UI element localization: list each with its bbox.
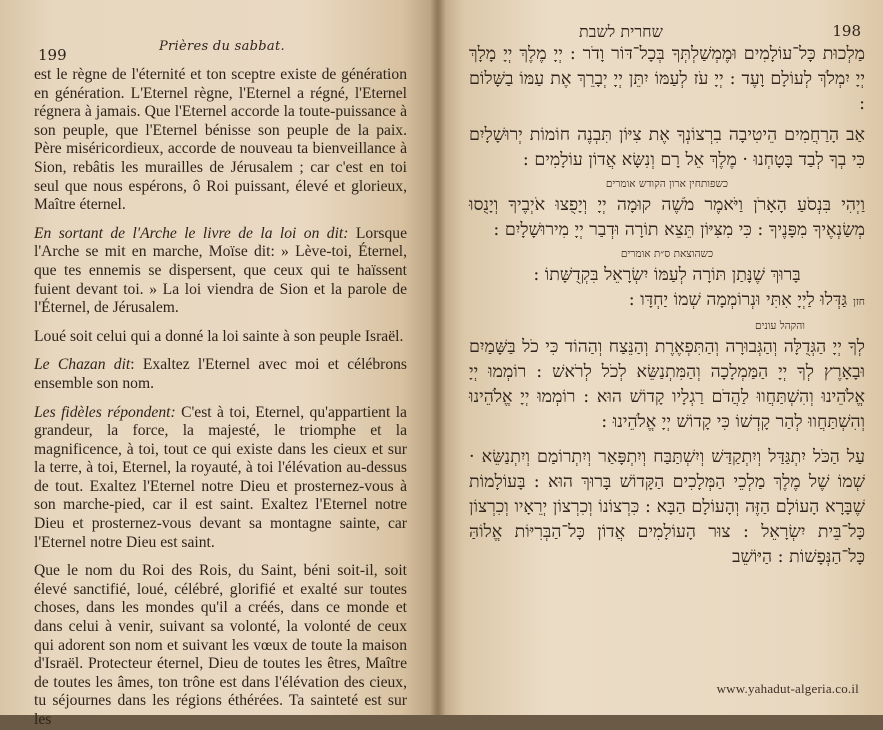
response-text: C'est à toi, Eternel, qu'appartient la grandeur, la force, la majesté, le triomphe et la magnificence, à toi, tout ce qui existe dans les cieux et sur la terre, à toi, Eternel, la royauté, à toi l'élévation au-dessus de tout. Exaltez l'Eternel notre Dieu et prosternez-vous à son marche-pied, car il est saint. Exaltez l'Eternel notre Dieu et prosternez-vous devant sa montagne sainte, car l'Eternel notre Dieu est saint.	[34, 403, 407, 551]
ark-text: Lorsque l'Arche se mit en marche, Moïse dit: » Lève-toi, Éternel, que tes ennemis se dispersent, que ceux qui te haïssent fuient devant toi. » La loi viendra de Sion et la parole de l'Éternel, de Jérusalem.	[34, 224, 407, 317]
left-page-number: 199	[38, 46, 67, 64]
left-page-french	[0, 0, 437, 728]
right-running-head: שחרית לשבת	[579, 22, 663, 41]
right-page-number: 198	[832, 22, 861, 40]
rubric-chazan-hebrew: חזן	[853, 296, 865, 308]
hebrew-malchut: מַלְכוּת כָּל־עוֹלָמִים וּמֶמְשַׁלְתְּךָ בְּכָל־דּוֹר וָדֹר : יְיָ מֶלֶךְ יְיָ מָלָךְ יְיָ יִמְלֹךְ לְעוֹלָם וָעֶד : יְיָ עֹז לְעַמּוֹ יִתֵּן יְיָ יְבָרֵךְ אֶת עַמּוֹ בַשָּׁלוֹם :	[469, 44, 865, 114]
hebrew-gadlu: גַּדְּלוּ לַיְיָ אִתִּי וּנְרוֹמְמָה שְׁמוֹ יַחְדָּו :	[628, 290, 848, 310]
hebrew-gadlu-line	[469, 288, 865, 315]
right-page-hebrew	[437, 0, 883, 715]
chazan-text: : Exaltez l'Eternel avec moi et célébrons ensemble son nom.	[34, 356, 407, 392]
left-page-header	[34, 36, 407, 64]
paragraph-blessed: Loué soit celui qui a donné la loi sainte à son peuple Israël.	[34, 327, 404, 345]
right-page-header	[469, 20, 865, 42]
rubric-chazan: Le Chazan dit	[34, 356, 131, 374]
book-gutter	[430, 0, 446, 715]
left-running-head: Prières du sabbat.	[159, 39, 285, 54]
rubric-open-ark: כשפותחין ארון הקודש אומרים	[605, 178, 729, 190]
hebrew-lecha-hashem: לְךָ יְיָ הַגְּדֻלָּה וְהַגְּבוּרָה וְהַתִּפְאֶרֶת וְהַנֵּצַח וְהַהוֹד כִּי כֹל בַּשָּׁמַיִם וּבָאָרֶץ לְךָ יְיָ הַמַּמְלָכָה וְהַמִּתְנַשֵּׂא לְכֹל לְרֹאשׁ : רוֹמְמוּ יְיָ אֱלֹהֵינוּ וְהִשְׁתַּחֲווּ לַהֲדֹם רַגְלָיו קָדוֹשׁ הוּא : רוֹמְמוּ יְיָ אֱלֹהֵינוּ וְהִשְׁתַּחֲווּ לְהַר קָדְשׁוֹ כִּי קָדוֹשׁ יְיָ אֱלֹהֵינוּ :	[469, 337, 865, 432]
rubric-congregation: והקהל עונים	[755, 320, 805, 332]
rubric-ark: En sortant de l'Arche le livre de la loi on dit:	[34, 224, 349, 242]
rubric-take-torah: כשהוצאת ס״ת אומרים	[620, 248, 714, 260]
hebrew-baruch-shenatan: בָּרוּךְ שֶׁנָּתַן תּוֹרָה לְעַמּוֹ יִשְׂרָאֵל בִּקְדֻשָּׁתוֹ :	[533, 265, 801, 285]
paragraph-response	[34, 404, 407, 553]
rubric-response: Les fidèles répondent:	[34, 403, 176, 421]
paragraph-ark-procession	[34, 225, 407, 318]
paragraph-reign: est le règne de l'éternité et ton sceptre existe de génération en génération. L'Eternel règne, l'Eternel a régné, l'Eternel régnera à jamais. Que l'Eternel accorde la toute-puissance à son peuple, que l'Eternel bénisse son peuple de la paix. Père miséricordieux, accorde de nouveau ta bienveillance à Sion, rebâtis les murailles de Jérusalem ; car c'est en toi seul que nous espérons, ô Roi puissant, élevé et glorieux, Maître éternel.	[34, 66, 407, 214]
hebrew-vayehi: וַיְהִי בִּנְסֹעַ הָאָרֹן וַיֹּאמֶר מֹשֶׁה קוּמָה יְיָ וְיָפֻצוּ אֹיְבֶיךָ וְיָנֻסוּ מְשַׂנְאֶיךָ מִפָּנֶיךָ : כִּי מִצִּיּוֹן תֵּצֵא תוֹרָה וּדְבַר יְיָ מִירוּשָׁלָיִם :	[469, 195, 865, 240]
paragraph-king-of-kings: Que le nom du Roi des Rois, du Saint, béni soit-il, soit élevé sanctifié, loué, célébré, glorifié et exalté sur toutes choses, dans les mondes qu'il a créés, dans ce monde et dans celui à venir, suivant sa volonté, la volonté de ceux qui adorent son nom et suivant les vœux de toute la maison d'Israël. Protecteur éternel, Dieu de toutes les êtres, Maître de toutes les âmes, ton trône est dans l'élévation des cieux, tu séjournes dans les régions éthérées. Ta sainteté est sur les	[34, 562, 407, 728]
paragraph-chazan	[34, 356, 407, 393]
hebrew-al-hakol: עַל הַכֹּל יִתְגַּדַּל וְיִתְקַדַּשׁ וְיִשְׁתַּבַּח וְיִתְפָּאַר וְיִתְרוֹמַם וְיִתְנַשֵּׂא · שְׁמוֹ שֶׁל מֶלֶךְ מַלְכֵי הַמְּלָכִים הַקָּדוֹשׁ בָּרוּךְ הוּא : בָּעוֹלָמוֹת שֶׁבָּרָא הָעוֹלָם הַזֶּה וְהָעוֹלָם הַבָּא : כִּרְצוֹנוֹ וְכִרְצוֹן יְרֵאָיו וְכִרְצוֹן כָּל־בֵּית יִשְׂרָאֵל : צוּר הָעוֹלָמִים אֲדוֹן כָּל־הַבְּרִיּוֹת אֱלוֹהַּ כָּל־הַנְּפָשׁוֹת : הַיּוֹשֵׁב	[469, 447, 865, 567]
hebrew-av-harachamim: אַב הָרַחֲמִים הֵיטִיבָה בִרְצוֹנְךָ אֶת צִיּוֹן תִּבְנֶה חוֹמוֹת יְרוּשָׁלָיִם כִּי בְךָ לְבַד בָּטָחְנוּ · מֶלֶךְ אֵל רָם וְנִשָּׂא אֲדוֹן עוֹלָמִים :	[469, 125, 865, 170]
website-watermark: www.yahadut-algeria.co.il	[716, 681, 859, 696]
